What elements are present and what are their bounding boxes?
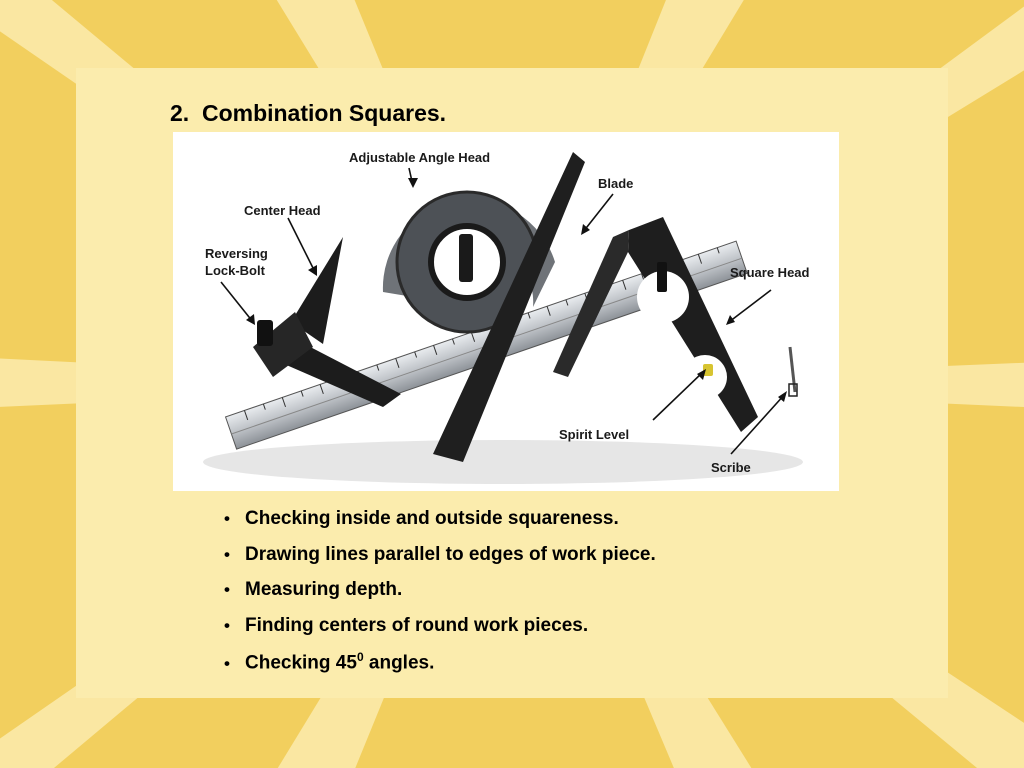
list-item-text: Drawing lines parallel to edges of work piece. — [245, 543, 656, 565]
scribe — [789, 347, 797, 396]
list-item-text-start: Checking 45 — [245, 652, 357, 674]
label-adjustable-angle-head: Adjustable Angle Head — [349, 150, 491, 165]
bullet-marker: • — [224, 615, 230, 635]
label-reversing: Reversing — [205, 246, 268, 261]
bullet-marker: • — [224, 653, 230, 673]
combination-square-illustration — [173, 132, 839, 491]
list-item-text — [245, 650, 434, 674]
list-item-text: Measuring depth. — [245, 579, 403, 601]
list-item — [224, 615, 864, 651]
list-item — [224, 650, 864, 686]
list-item — [224, 508, 864, 544]
label-lock-bolt: Lock-Bolt — [205, 263, 265, 278]
degree-superscript: 0 — [356, 650, 364, 665]
list-item-text: Checking inside and outside squareness. — [245, 508, 619, 529]
label-square-head: Square Head — [730, 265, 810, 280]
list-item-text-end: angles. — [363, 652, 435, 674]
slide-title: 2. Combination Squares. — [170, 100, 447, 126]
bullet-marker: • — [224, 509, 230, 528]
list-item — [224, 544, 864, 580]
list-item-text: Finding centers of round work pieces. — [245, 614, 589, 636]
label-scribe: Scribe — [711, 460, 751, 475]
label-blade: Blade — [598, 176, 634, 191]
label-spirit-level: Spirit Level — [559, 427, 630, 442]
label-center-head: Center Head — [244, 203, 321, 218]
bullet-marker: • — [224, 544, 230, 564]
reversing-lock-bolt — [257, 320, 273, 346]
uses-list — [224, 508, 864, 686]
bullet-marker: • — [224, 580, 230, 600]
list-item — [224, 579, 864, 615]
